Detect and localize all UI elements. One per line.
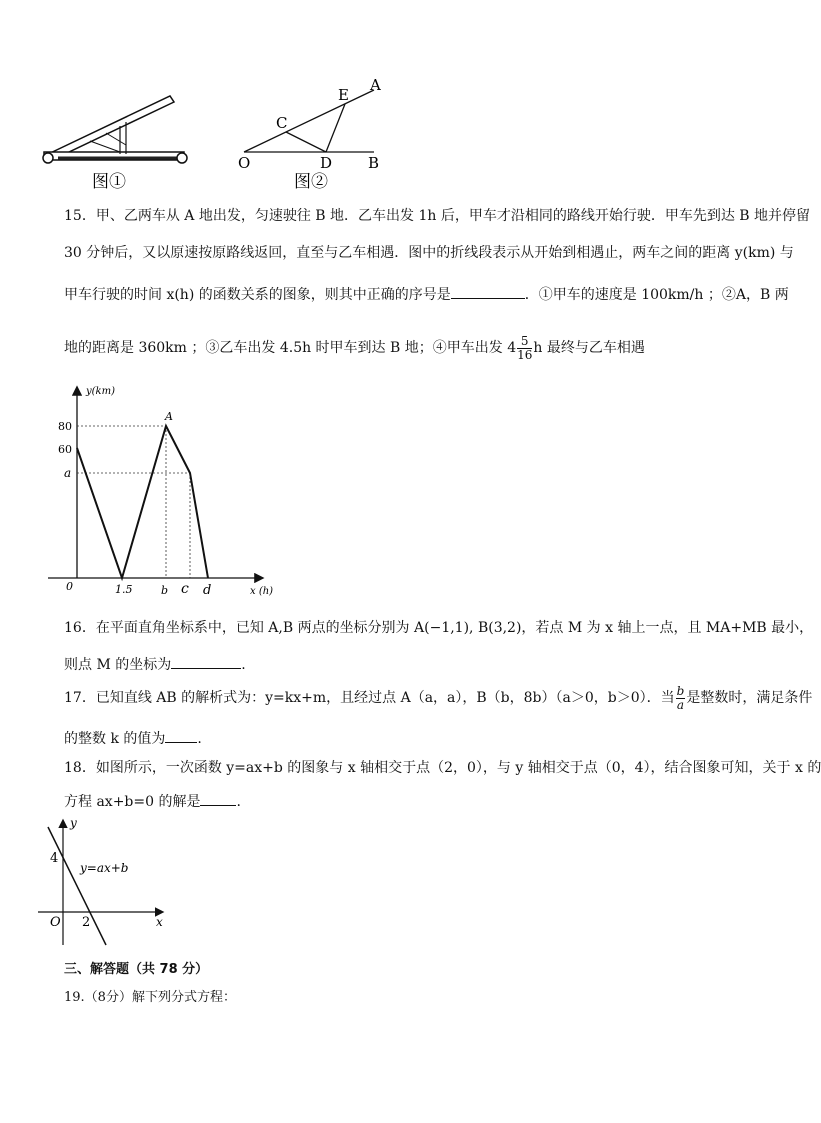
q15-x-axis-label: x (h)	[250, 586, 274, 597]
fig2-label-D: D	[320, 154, 333, 172]
q18-answer-blank[interactable]	[200, 790, 236, 806]
q16-line1: 16．在平面直角坐标系中，已知 A,B 两点的坐标分别为 A(−1,1), B(3,2)，若点 M 为 x 轴上一点，且 MA+MB 最小，	[64, 620, 814, 636]
q17-line1-text-b: 是整数时，满足条件	[686, 690, 813, 706]
q18-x-label: x	[156, 915, 163, 929]
q18-line2-text-b: .	[236, 794, 241, 810]
q18-graph	[30, 815, 180, 950]
q15-xtick-1-5: 1.5	[115, 583, 133, 596]
q18-line2-text-a: 方程 ax+b=0 的解是	[64, 794, 201, 810]
q17-line2-text-a: 的整数 k 的值为	[64, 731, 166, 747]
q15-frac-num: 5	[517, 335, 532, 349]
q15-ytick-80: 80	[58, 420, 72, 433]
q15-line3-text-b: ．①甲车的速度是 100km/h ；②A，B 两	[524, 287, 789, 303]
fig2-label-B: B	[368, 154, 380, 172]
q17-line2	[64, 727, 202, 749]
q15-y-axis-label: y(km)	[86, 386, 115, 397]
q15-graph	[40, 380, 280, 605]
q15-distance-polyline	[77, 426, 208, 578]
q15-peak-label: A	[165, 410, 173, 423]
q17-frac-num: b	[676, 683, 685, 698]
fig2-label-A: A	[370, 76, 381, 94]
q18-line1: 18．如图所示，一次函数 y=ax+b 的图象与 x 轴相交于点（2，0），与 y 轴相交于点（0，4），结合图象可知，关于 x 的	[64, 760, 821, 776]
q15-ytick-60: 60	[58, 443, 72, 456]
q18-xtick-2: 2	[82, 915, 91, 930]
figure-1	[43, 96, 187, 192]
q15-frac-den: 16	[517, 347, 533, 362]
fig2-label-E: E	[338, 86, 349, 104]
figure-1-caption: 图①	[92, 172, 126, 192]
q15-fraction	[517, 335, 532, 362]
q15-line4-text-b: h 最终与乙车相遇	[533, 340, 645, 356]
q16-line2-text-b: .	[241, 657, 246, 673]
q19-line: 19.（8分）解下列分式方程：	[64, 990, 236, 1005]
figure-2	[238, 76, 381, 192]
q15-line2: 30 分钟后，又以原速按原路线返回，直至与乙车相遇．图中的折线段表示从开始到相遇止，两车之间的距离 y(km) 与	[64, 245, 794, 261]
q15-line4	[64, 333, 645, 363]
q15-xtick-c: c	[181, 581, 189, 597]
q17-line2-text-b: .	[197, 731, 202, 747]
fig2-label-O: O	[238, 154, 251, 172]
q17-line1-text-a: 17．已知直线 AB 的解析式为：y=kx+m，且经过点 A（a，a），B（b，8b）（a＞0，b＞0）．当	[64, 690, 675, 706]
q15-xtick-d: d	[203, 583, 212, 598]
q15-origin-label: 0	[66, 580, 73, 593]
q15-ytick-a: a	[64, 466, 72, 480]
q15-xtick-b: b	[161, 584, 169, 597]
q18-origin-label: O	[50, 915, 61, 930]
q18-line-label: y=ax+b	[80, 861, 129, 875]
fig2-label-C: C	[276, 114, 288, 132]
q18-y-label: y	[70, 816, 77, 830]
q15-answer-blank[interactable]	[451, 283, 525, 299]
figure-2-caption: 图②	[294, 172, 328, 192]
top-figures	[30, 70, 410, 195]
q17-answer-blank[interactable]	[165, 727, 197, 743]
q16-answer-blank[interactable]	[171, 653, 241, 669]
q17-fraction	[676, 685, 686, 712]
q18-ytick-4: 4	[50, 851, 59, 866]
q17-frac-den: a	[676, 697, 685, 712]
q15-line1: 15．甲、乙两车从 A 地出发，匀速驶往 B 地．乙车出发 1h 后，甲车才沿相同的路线开始行驶．甲车先到达 B 地并停留	[64, 208, 811, 224]
q15-line3-text-a: 甲车行驶的时间 x(h) 的函数关系的图象，则其中正确的序号是	[64, 287, 451, 303]
q16-line2	[64, 653, 246, 675]
q15-line3	[64, 283, 789, 305]
q18-line2	[64, 790, 241, 812]
q17-line1	[64, 683, 812, 713]
q16-line2-text-a: 则点 M 的坐标为	[64, 657, 172, 673]
q15-line4-text-a: 地的距离是 360km ；③乙车出发 4.5h 时甲车到达 B 地；④甲车出发 4	[64, 340, 517, 356]
section3-heading: 三、解答题（共 78 分）	[64, 962, 209, 977]
